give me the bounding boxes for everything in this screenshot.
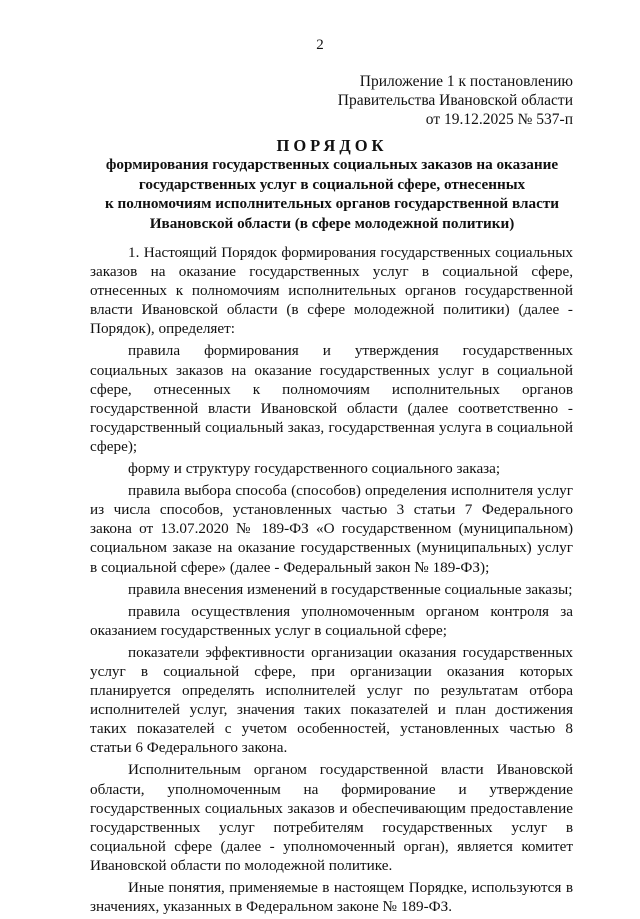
subtitle-line: формирования государственных социальных заказов на оказание [105,156,559,173]
appendix-line: от 19.12.2025 № 537-п [425,111,573,128]
subtitle-line: Ивановской области (в сфере молодежной политики) [149,214,515,232]
document-subtitle [80,155,584,233]
paragraph: правила формирования и утверждения государственных социальных заказов на оказание государственных услуг в социальной сфере, отнесенных к полномочиям исполнительных органов государственной власти Ивановской области (далее соответственно - государственный социальный заказ, государственная услуга в социальной сфере); [90,342,573,455]
paragraph: показатели эффективности организации оказания государственных услуг в социальной сфере, при организации оказания которых планируется определять исполнителей услуг по результатам отбора исполнителей услуг, значения таких показателей и план достижения таких показателей с учетом особенностей, установленных частью 8 статьи 6 Федерального закона. [90,643,573,757]
appendix-header [338,72,573,129]
paragraph: правила внесения изменений в государственные социальные заказы; [128,580,573,598]
paragraph: Исполнительным органом государственной власти Ивановской области, уполномоченным на формирование и утверждение государственных социальных заказов и обеспечивающим предоставление государственных услуг потребителям государственных услуг в социальной сфере (далее - уполномоченный орган), является комитет Ивановской области по молодежной политике. [90,761,573,874]
subtitle-line: государственных услуг в социальной сфере, отнесенных [138,175,526,193]
appendix-line: Приложение 1 к постановлению [359,73,573,90]
page-number: 2 [316,37,324,53]
paragraph: 1. Настоящий Порядок формирования государственных социальных заказов на оказание государственных услуг в социальной сфере, отнесенных к полномочиям исполнительных органов государственной власти Ивановской области (в сфере молодежной политики) (далее - Порядок), определяет: [90,244,573,338]
paragraph: Иные понятия, применяемые в настоящем Порядке, используются в значениях, указанных в Федеральном законе № 189-ФЗ. [90,879,573,916]
document-body [90,243,573,919]
document-title: ПОРЯДОК [276,136,388,155]
paragraph: форму и структуру государственного социального заказа; [128,460,501,478]
appendix-line: Правительства Ивановской области [337,92,573,109]
subtitle-line: к полномочиям исполнительных органов государственной власти [104,195,560,212]
paragraph: правила выбора способа (способов) определения исполнителя услуг из числа способов, установленных частью 3 статьи 7 Федерального закона от 13.07.2020 № 189-ФЗ «О государственном (муниципальном) социальном заказе на оказание государственных (муниципальных) услуг в социальной сфере» (далее - Федеральный закон № 189-ФЗ); [90,482,573,576]
paragraph: правила осуществления уполномоченным органом контроля за оказанием государственных услуг в социальной сфере; [90,602,573,639]
